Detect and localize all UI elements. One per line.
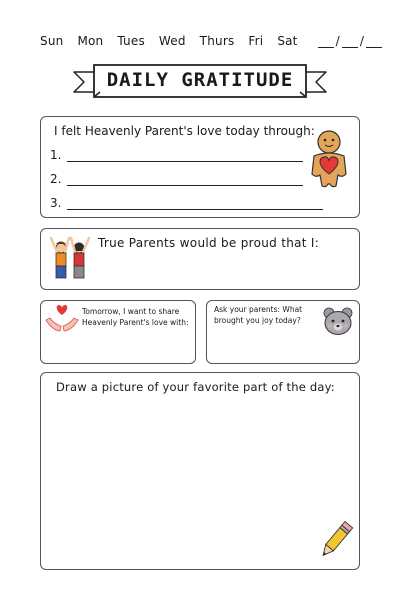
bear-face-icon — [322, 306, 354, 336]
date-field[interactable] — [318, 34, 383, 48]
love-item-3[interactable] — [50, 196, 323, 210]
day-sun: Sun — [40, 34, 64, 48]
gingerbread-heart-icon — [304, 128, 354, 190]
page-title: DAILY GRATITUDE — [106, 69, 294, 91]
item-number: 2. — [50, 172, 62, 186]
love-item-2[interactable] — [50, 172, 303, 186]
love-through-prompt: I felt Heavenly Parent's love today through: — [54, 124, 315, 138]
hands-heart-icon — [44, 304, 80, 334]
day-thurs: Thurs — [199, 34, 235, 48]
cheering-kids-icon — [48, 234, 92, 284]
date-year-blank[interactable] — [366, 37, 382, 48]
item-number: 1. — [50, 148, 62, 162]
date-slash: / — [359, 34, 365, 48]
day-of-week-row — [40, 34, 370, 48]
drawing-prompt: Draw a picture of your favorite part of the day: — [56, 380, 335, 394]
day-wed: Wed — [158, 34, 186, 48]
day-tues: Tues — [117, 34, 145, 48]
date-day-blank[interactable] — [342, 37, 358, 48]
drawing-box[interactable] — [40, 372, 360, 570]
write-line[interactable] — [67, 149, 303, 162]
date-slash: / — [335, 34, 340, 48]
date-month-blank[interactable] — [318, 37, 334, 48]
day-mon: Mon — [77, 34, 104, 48]
proud-prompt: True Parents would be proud that I: — [98, 236, 320, 250]
share-love-prompt: Tomorrow, I want to share Heavenly Parent's love with: — [82, 307, 189, 327]
item-number: 3. — [50, 196, 62, 210]
write-line[interactable] — [67, 173, 303, 186]
day-fri: Fri — [248, 34, 264, 48]
day-sat: Sat — [277, 34, 298, 48]
parents-joy-prompt: Ask your parents: What brought you joy today? — [214, 305, 303, 325]
pencil-icon — [318, 518, 354, 562]
write-line[interactable] — [67, 197, 323, 210]
love-item-1[interactable] — [50, 148, 303, 162]
